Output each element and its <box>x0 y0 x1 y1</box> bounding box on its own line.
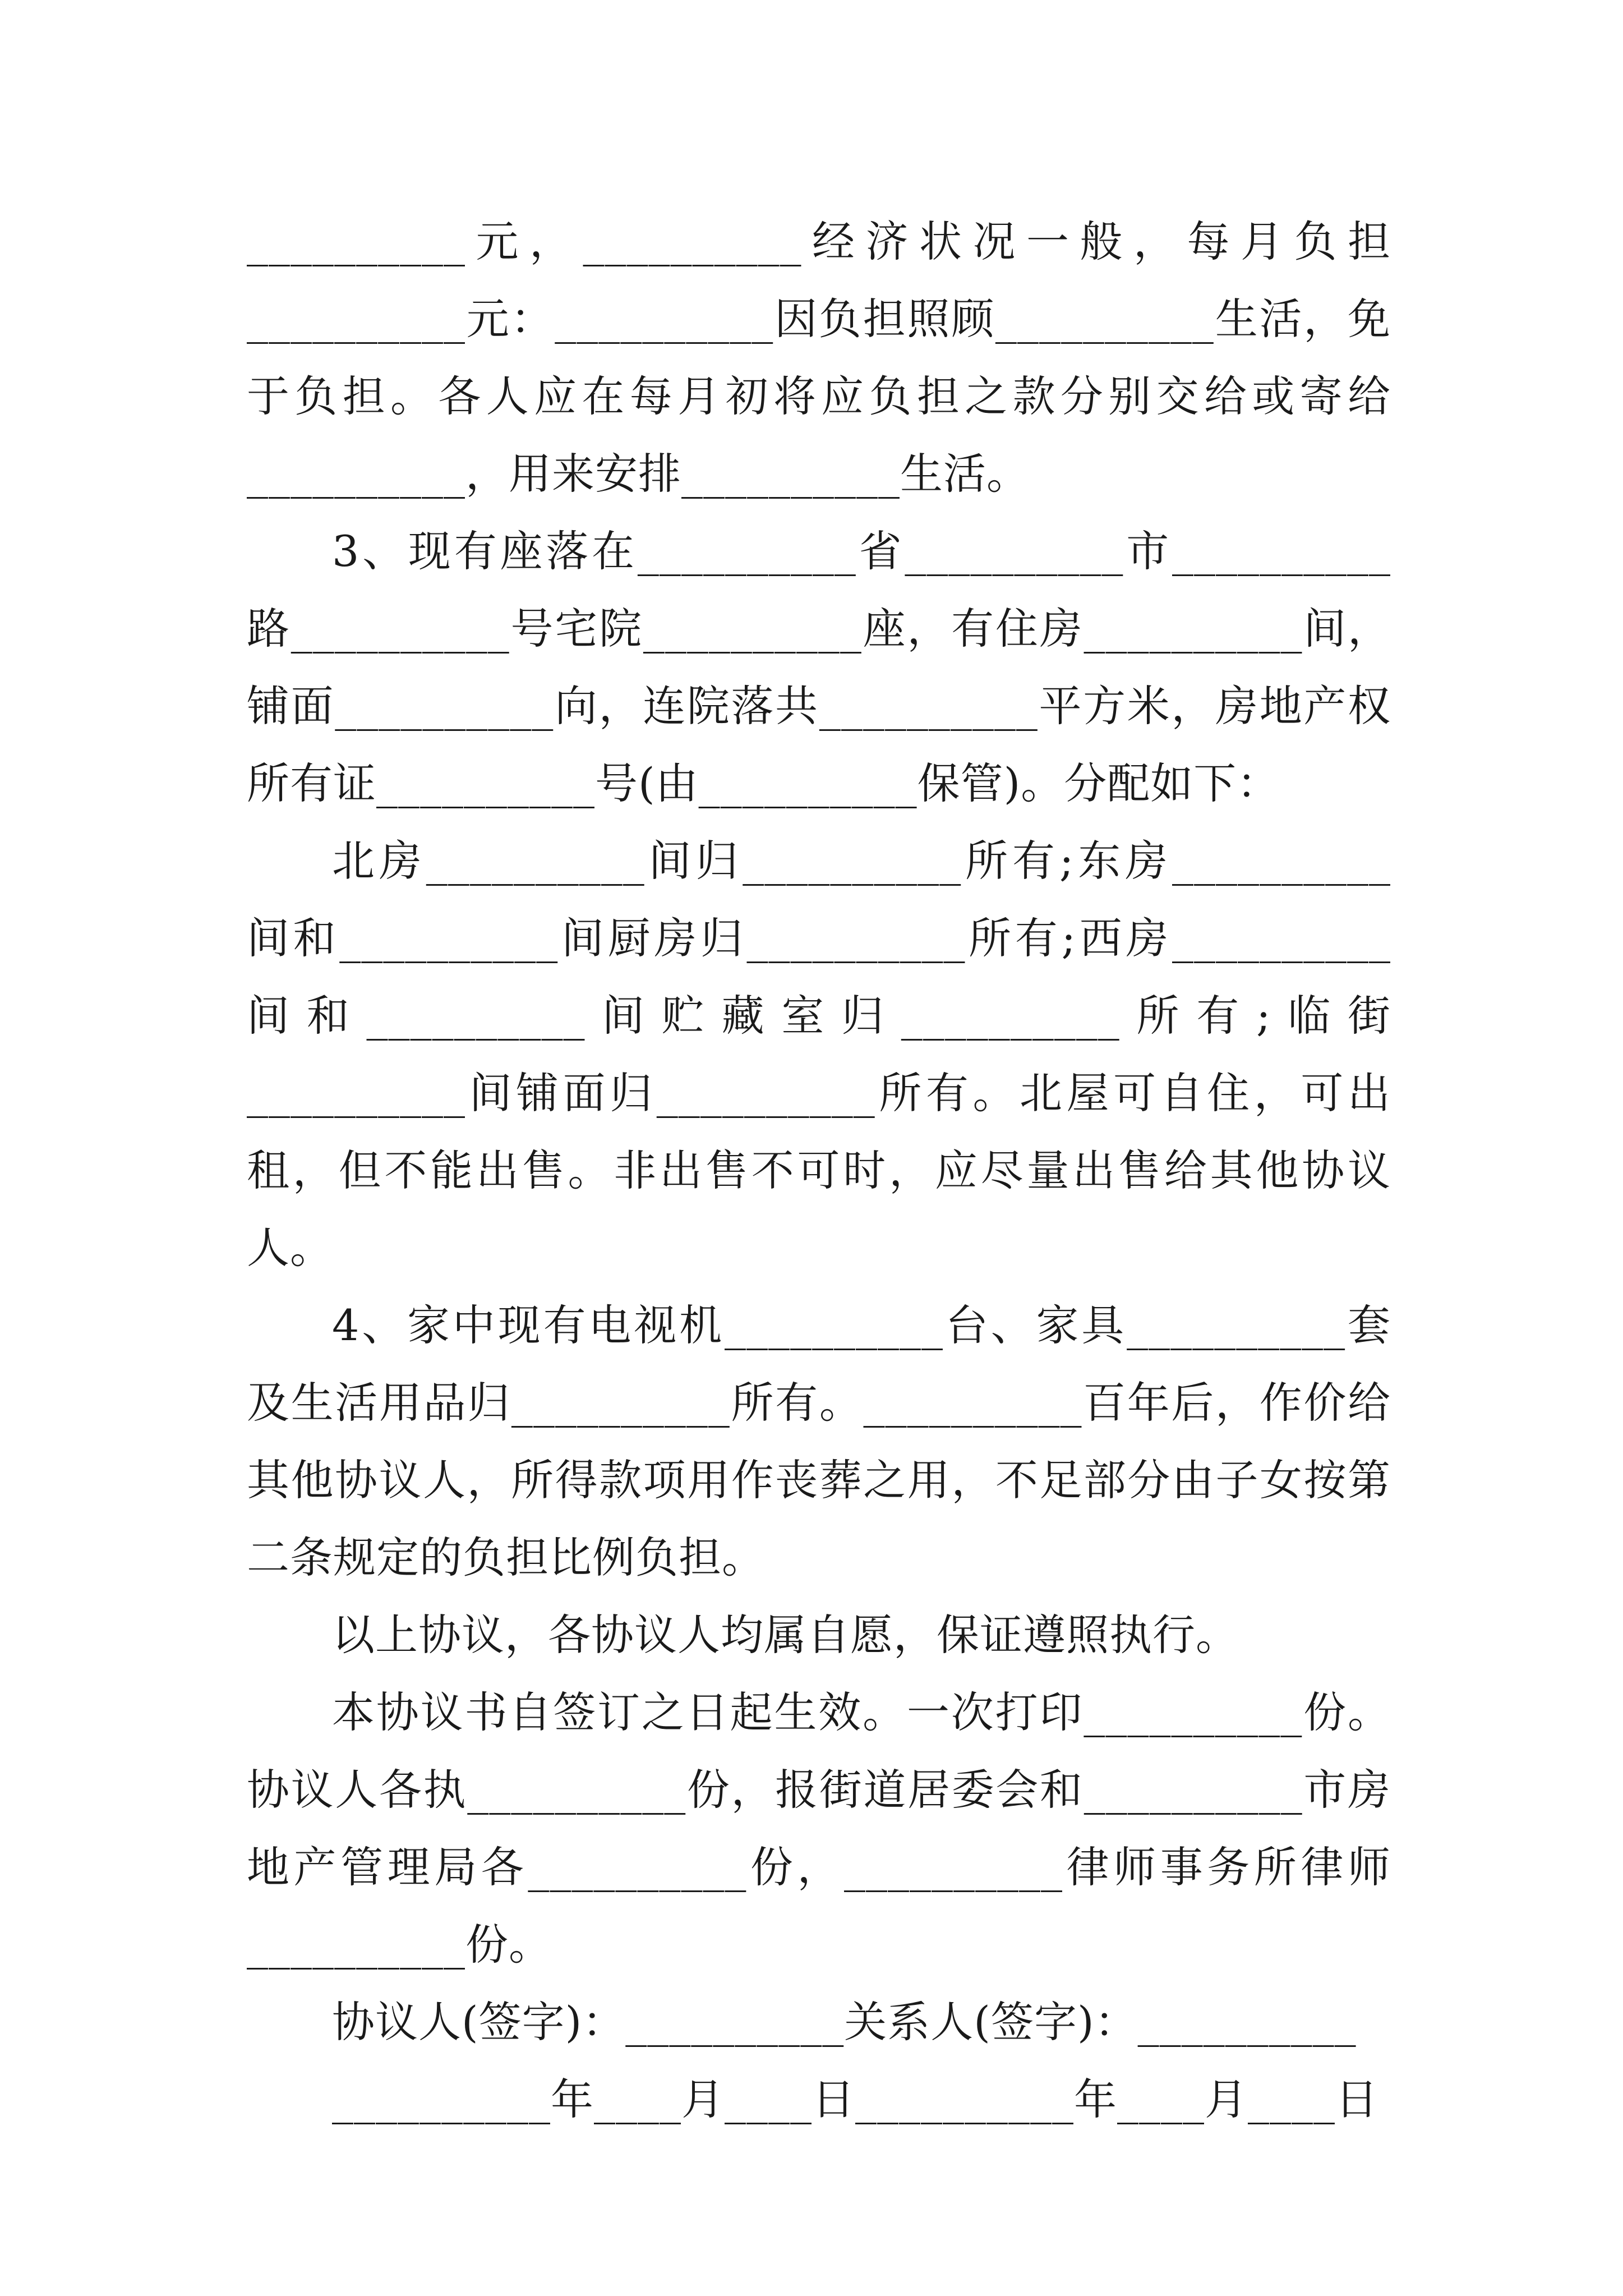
paragraph-3-house-property: 3、现有座落在__________省__________市__________路__________号宅院__________座，有住房__________间，铺面__________向，连院落共__________平方米，房地产权所有证__________号(由__________保管)。分配如下： <box>247 526 1391 808</box>
date-line: __________年____月____日__________年____月____日 <box>332 2074 1378 2124</box>
paragraph-4-household-items: 4、家中现有电视机__________台、家具__________套及生活用品归__________所有。__________百年后，作价给其他协议人，所得款项用作丧葬之用，不足部分由子女按第二条规定的负担比例负担。 <box>247 1300 1391 1582</box>
paragraph-voluntary-agreement: 以上协议，各协议人均属自愿，保证遵照执行。 <box>332 1610 1239 1660</box>
paragraph-room-allocation: 北房__________间归__________所有;东房__________间和__________间厨房归__________所有;西房__________间和__________间贮藏室归__________所有;临街__________间铺面归__________所有。北屋可自住，可出租，但不能出售。非出售不可时，应尽量出售给其他协议人。 <box>247 836 1391 1273</box>
signature-line: 协议人(签字)：__________关系人(签字)：__________ <box>332 1997 1357 2047</box>
paragraph-support-payment: __________元，__________经济状况一般，每月负担__________元：__________因负担照顾__________生活，免于负担。各人应在每月初将应负担之款分别交给或寄给__________，用来安排__________生活。 <box>247 217 1391 499</box>
paragraph-effective-copies: 本协议书自签订之日起生效。一次打印__________份。协议人各执__________份，报街道居委会和__________市房地产管理局各__________份，__________律师事务所律师__________份。 <box>247 1687 1391 1970</box>
document-page <box>247 203 1391 2138</box>
